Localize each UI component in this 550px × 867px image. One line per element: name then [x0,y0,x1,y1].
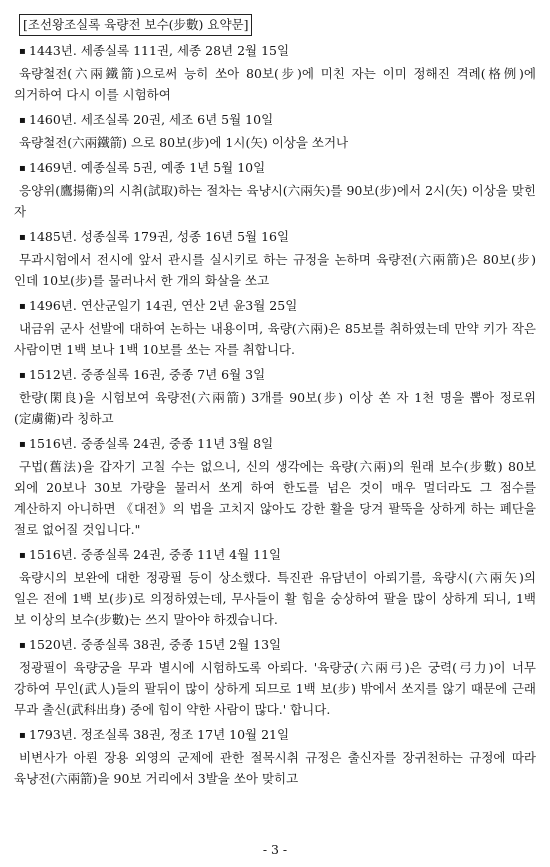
entry-text: 정광필이 육량궁을 무과 별시에 시험하도록 아뢰다. '육량궁(六兩弓)은 궁력(弓力)이 너무 강하여 무인(武人)들의 팔뒤이 많이 상하게 되므로 1백 보(步) 밖에서 쏘지를 않기 때문에 근래 무과 출신(武科出身) 중에 힘이 약한 사람이 많다.' 합니다. [14,660,536,717]
entry-heading-text: 1512년. 중종실록 16권, 중종 7년 6월 3일 [29,367,266,382]
entry-heading [19,297,536,315]
entry-heading-text: 1516년. 중종실록 24권, 중종 11년 3월 8일 [29,436,274,451]
entry-text: 한량(閑良)을 시험보여 육량전(六兩箭) 3개를 90보(步) 이상 쏜 자 1천 명을 뽑아 정로위(定虜衛)라 칭하고 [14,390,536,426]
entry-heading [19,546,536,564]
entry-heading [19,636,536,654]
entry-text: 육량철전(六兩鐵箭) 으로 80보(步)에 1시(矢) 이상을 쏘거나 [19,135,349,150]
bullet-icon: ▪ [19,370,26,381]
entry-heading-text: 1485년. 성종실록 179권, 성종 16년 5월 16일 [29,229,290,244]
entry-text: 육량철전(六兩鐵箭)으로써 능히 쏘아 80보(步)에 미친 자는 이미 정해진 격례(格例)에 의거하여 다시 이를 시험하여 [14,66,536,102]
bullet-icon: ▪ [19,46,26,57]
document-title: [조선왕조실록 육량전 보수(步數) 요약문] [19,14,252,36]
entry-heading [19,228,536,246]
bullet-icon: ▪ [19,730,26,741]
entry [14,726,536,789]
entry-text: 응양위(鷹揚衛)의 시취(試取)하는 절차는 육냥시(六兩矢)를 90보(步)에서 2시(矢) 이상을 맞힌 자 [14,183,536,219]
entry-heading-text: 1460년. 세조실록 20권, 세조 6년 5월 10일 [29,112,274,127]
bullet-icon: ▪ [19,640,26,651]
bullet-icon: ▪ [19,115,26,126]
entry-text: 육량시의 보완에 대한 정광필 등이 상소했다. 특진관 유담년이 아뢰기를, 육량시(六兩矢)의 일은 전에 1백 보(步)로 의정하였는데, 무사들이 활 힘을 숭상하여 팔을 많이 상하게 되니, 1백 보 이상의 보수(步數)는 쓰지 말아야 하겠습니다. [14,570,536,627]
entry-heading [19,726,536,744]
entry-heading [19,366,536,384]
entry [14,228,536,291]
entry-heading-text: 1443년. 세종실록 111권, 세종 28년 2월 15일 [29,43,290,58]
entry-text: 내금위 군사 선발에 대하여 논하는 내용이며, 육량(六兩)은 85보를 취하였는데 만약 키가 작은 사람이면 1백 보나 1백 10보를 쏘는 자를 취합니다. [14,321,536,357]
entry-heading [19,111,536,129]
entry-heading-text: 1520년. 중종실록 38권, 중종 15년 2월 13일 [29,637,282,652]
bullet-icon: ▪ [19,163,26,174]
bullet-icon: ▪ [19,439,26,450]
entry [14,42,536,105]
bullet-icon: ▪ [19,232,26,243]
entry-text: 구법(舊法)을 갑자기 고칠 수는 없으니, 신의 생각에는 육량(六兩)의 원래 보수(步數) 80보 외에 20보나 30보 가량을 물러서 쏘게 하여 한도를 넘은 것이 매우 멀더라도 그 점수를 계산하지 아니하면 《대전》의 법을 고치지 않아도 강한 활을 당겨 팔뚝을 상하게 하는 폐단을 절로 없어질 것입니다." [14,459,536,537]
entry [14,435,536,540]
entry [14,297,536,360]
entry-list [14,42,536,789]
entry [14,111,536,153]
entry [14,159,536,222]
entry-text: 무과시험에서 전시에 앞서 관시를 실시키로 하는 규정을 논하며 육량전(六兩箭)은 80보(步)인데 10보(步)를 물러나서 한 개의 화살을 쏘고 [14,252,536,288]
page-number: - 3 - [262,842,288,857]
bullet-icon: ▪ [19,550,26,561]
entry-heading [19,435,536,453]
entry-heading-text: 1516년. 중종실록 24권, 중종 11년 4월 11일 [29,547,282,562]
entry [14,636,536,720]
entry-heading-text: 1496년. 연산군일기 14권, 연산 2년 윤3월 25일 [29,298,298,313]
entry [14,366,536,429]
entry-text: 비변사가 아뢴 장용 외영의 군제에 관한 절목시취 규정은 출신자를 장귀천하는 규정에 따라 육냥전(六兩箭)을 90보 거리에서 3발을 쏘아 맞히고 [14,750,536,786]
entry-heading-text: 1793년. 정조실록 38권, 정조 17년 10월 21일 [29,727,290,742]
entry-heading [19,42,536,60]
entry-heading [19,159,536,177]
bullet-icon: ▪ [19,301,26,312]
entry-heading-text: 1469년. 예종실록 5권, 예종 1년 5월 10일 [29,160,266,175]
document-content [14,14,536,789]
entry [14,546,536,630]
